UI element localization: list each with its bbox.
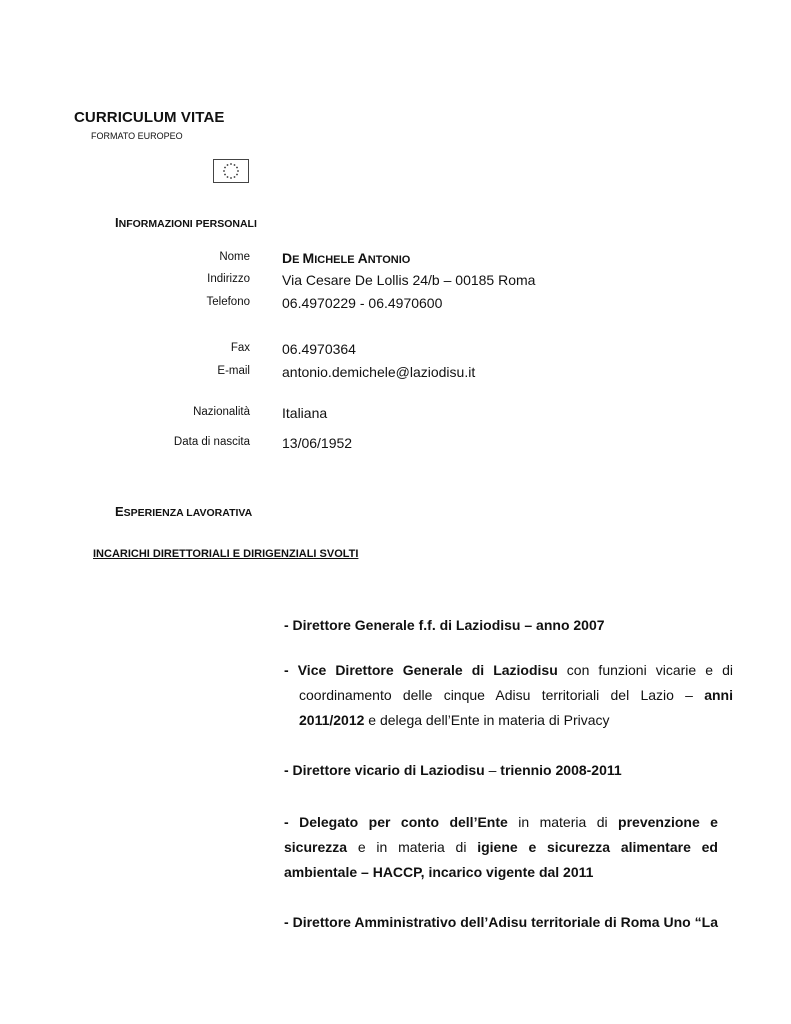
experience-item: - Delegato per conto dell’Ente in materia di prevenzione e sicurezza e in materia di igiene e sicurezza alimentare ed ambientale – HACCP, incarico vigente dal 2011 — [284, 814, 718, 880]
value-nazionalita: Italiana — [282, 405, 328, 421]
label-email: E-mail — [217, 365, 250, 377]
value-email[interactable]: antonio.demichele@laziodisu.it — [282, 364, 476, 380]
experience-item: - Vice Direttore Generale di Laziodisu con funzioni vicarie e di coordinamento delle cinque Adisu territoriali del Lazio – anni 2011/2012 e delega dell’Ente in materia di Privacy — [284, 662, 733, 728]
cv-title: CURRICULUM VITAE — [74, 109, 225, 126]
label-fax: Fax — [230, 342, 250, 354]
experience-item: - Direttore Amministrativo dell’Adisu territoriale di Roma Uno “La — [284, 914, 718, 930]
subheading-incarichi: INCARICHI DIRETTORIALI E DIRIGENZIALI SVOLTI — [93, 548, 359, 560]
eu-flag-icon — [213, 159, 249, 183]
label-data-nascita: Data di nascita — [173, 436, 250, 448]
label-nome: Nome — [219, 251, 250, 263]
label-indirizzo: Indirizzo — [207, 273, 250, 285]
experience-item: - Direttore Generale f.f. di Laziodisu – anno 2007 — [284, 617, 605, 633]
value-nome: DE MICHELE ANTONIO — [282, 250, 411, 266]
cv-format-subtitle: FORMATO EUROPEO — [91, 131, 183, 141]
value-indirizzo: Via Cesare De Lollis 24/b – 00185 Roma — [282, 272, 536, 288]
section-personal-info: INFORMAZIONI PERSONALI — [115, 215, 257, 230]
experience-item: - Direttore vicario di Laziodisu – triennio 2008-2011 — [284, 762, 622, 778]
label-nazionalita: Nazionalità — [193, 406, 250, 418]
label-telefono: Telefono — [206, 296, 250, 308]
value-telefono: 06.4970229 - 06.4970600 — [282, 295, 443, 311]
section-work-experience: ESPERIENZA LAVORATIVA — [115, 504, 253, 519]
value-fax: 06.4970364 — [282, 341, 356, 357]
value-data-nascita: 13/06/1952 — [282, 435, 353, 451]
